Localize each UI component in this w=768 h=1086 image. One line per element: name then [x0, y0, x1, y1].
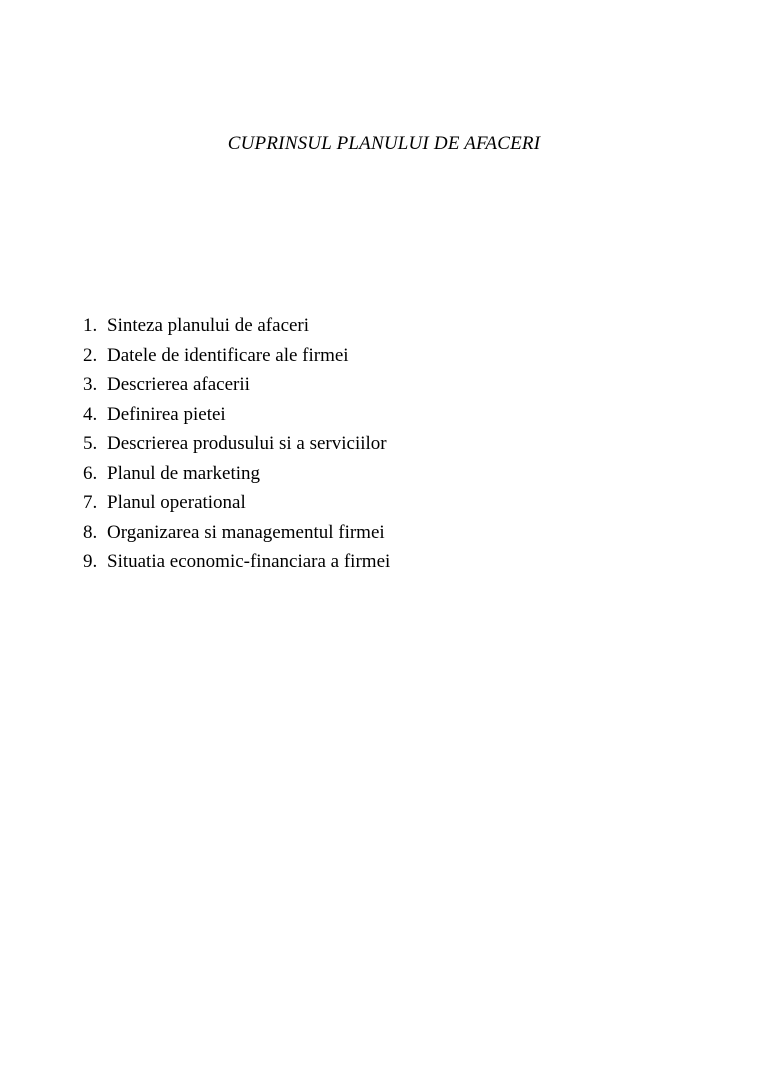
toc-item-text: Planul de marketing [107, 462, 261, 484]
toc-item-text: Descrierea afacerii [107, 374, 250, 395]
toc-item-2 [83, 341, 390, 371]
toc-item-8 [83, 518, 390, 548]
toc-item-number: 9. [83, 551, 98, 572]
toc-item-number: 6. [83, 462, 98, 484]
toc-item-text: Sinteza planului de afaceri [107, 315, 310, 336]
toc-item-5 [83, 429, 390, 459]
toc-item-text: Organizarea si managementul firmei [107, 521, 385, 543]
toc-item-number: 1. [83, 315, 98, 336]
toc-item-text: Situatia economic-financiara a firmei [107, 551, 391, 572]
toc-item-text: Descrierea produsului si a serviciilor [107, 433, 387, 454]
toc-item-text: Definirea pietei [107, 403, 226, 425]
table-of-contents [83, 311, 390, 577]
toc-item-6 [83, 459, 390, 489]
toc-item-number: 7. [83, 492, 98, 513]
toc-item-number: 4. [83, 403, 98, 425]
toc-item-number: 8. [83, 521, 98, 543]
toc-item-number: 3. [83, 374, 98, 395]
toc-item-7 [83, 488, 390, 518]
toc-item-text: Datele de identificare ale firmei [107, 344, 349, 366]
toc-item-3 [83, 370, 390, 400]
page-title: CUPRINSUL PLANULUI DE AFACERI [227, 133, 541, 154]
toc-item-number: 2. [83, 344, 98, 366]
toc-item-number: 5. [83, 433, 98, 454]
toc-item-9 [83, 547, 390, 577]
toc-item-1 [83, 311, 390, 341]
toc-item-4 [83, 400, 390, 430]
toc-item-text: Planul operational [107, 492, 246, 513]
